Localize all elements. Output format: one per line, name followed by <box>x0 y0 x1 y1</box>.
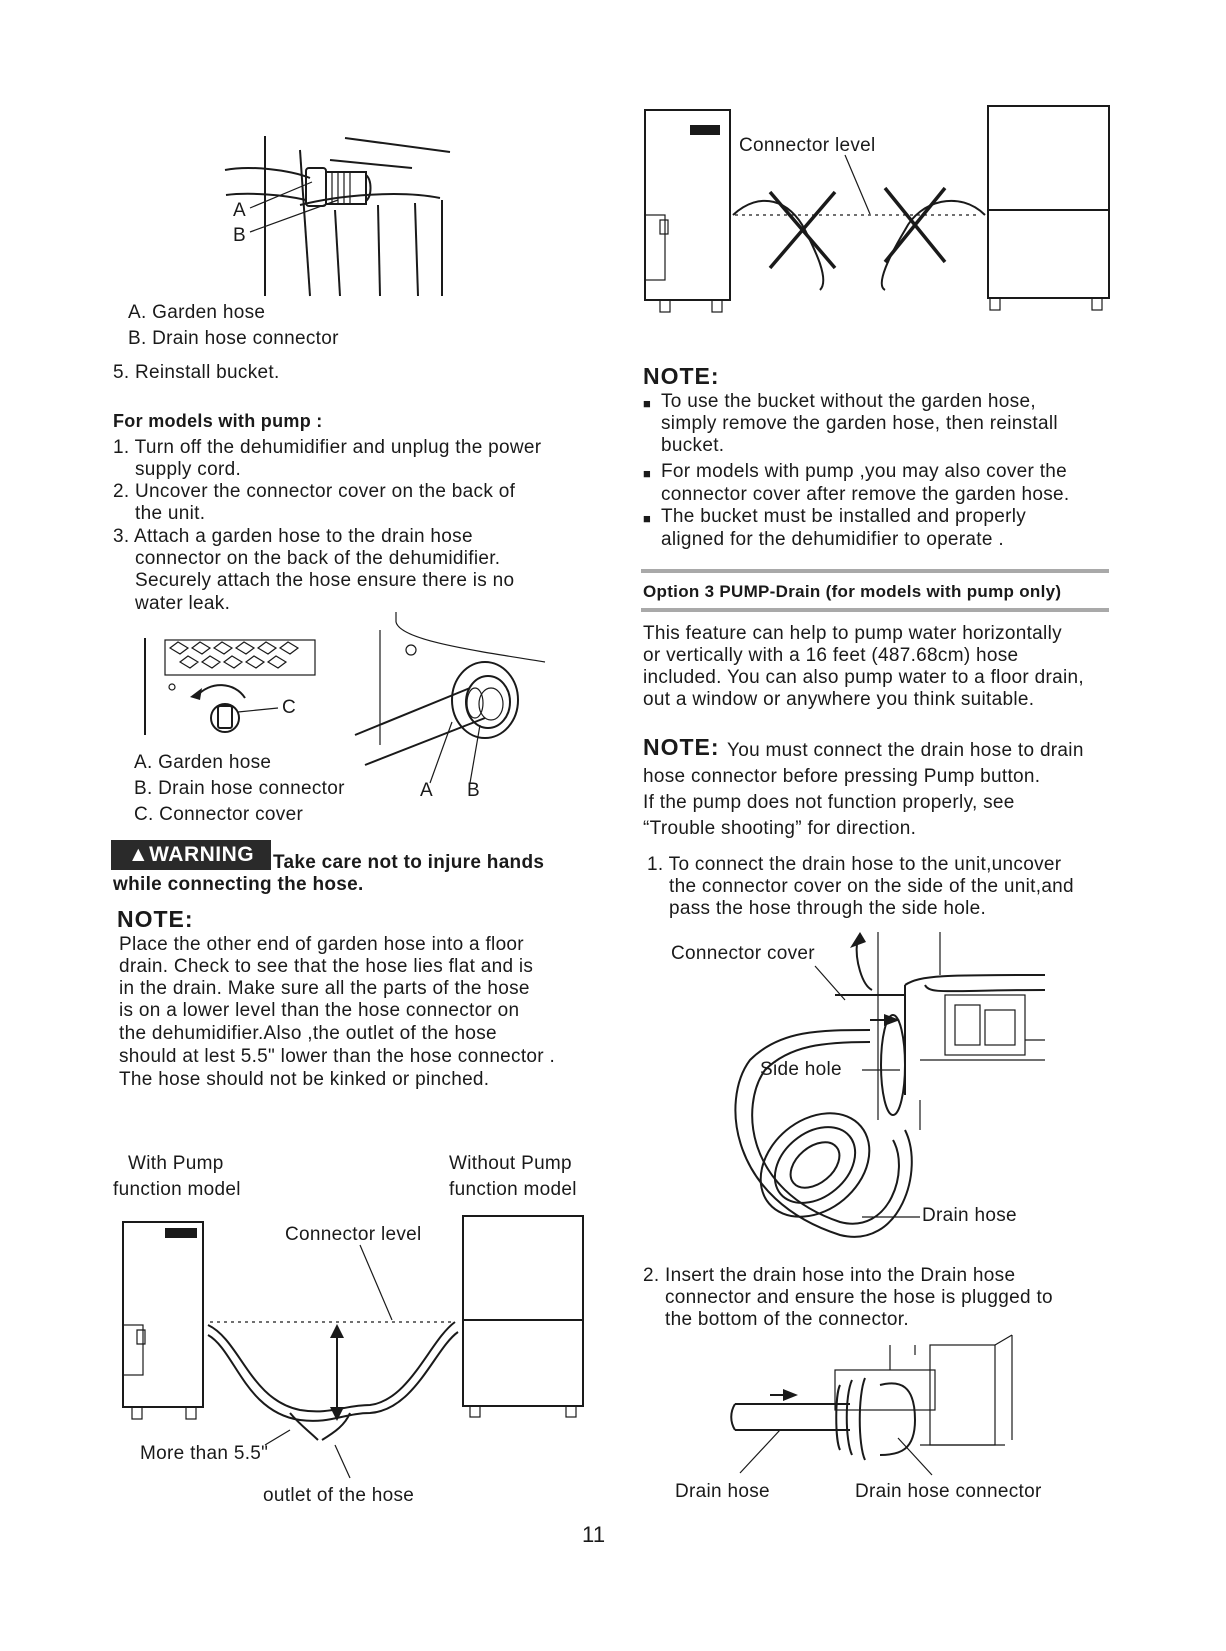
fig6-connector-label: Drain hose connector <box>855 1481 1042 1502</box>
note2-line: hose connector before pressing Pump button. <box>643 766 1041 787</box>
left-note-line: is on a lower level than the hose connector on <box>119 1000 520 1021</box>
pump-step-line: 3. Attach a garden hose to the drain hose <box>113 526 473 547</box>
note-bullet-line: aligned for the dehumidifier to operate . <box>661 529 1004 550</box>
with-pump-label-2: function model <box>113 1179 241 1200</box>
left-note-line: Place the other end of garden hose into a floor <box>119 934 524 955</box>
fig2-legend-b: B. Drain hose connector <box>134 778 345 799</box>
right-note-heading: NOTE: <box>643 363 720 389</box>
note-bullet-line: bucket. <box>661 435 725 456</box>
fig1-label-a: A <box>233 200 246 221</box>
note2-line: “Trouble shooting” for direction. <box>643 818 917 839</box>
more-than-label: More than 5.5" <box>140 1443 269 1464</box>
fig2-label-c: C <box>282 697 297 718</box>
left-note-line: the dehumidifier.Also ,the outlet of the hose <box>119 1023 497 1044</box>
pump-step-line: the unit. <box>135 503 206 524</box>
fig1-legend-b: B. Drain hose connector <box>128 328 339 349</box>
warning-text-2: while connecting the hose. <box>113 874 364 895</box>
feature-line: included. You can also pump water to a floor drain, <box>643 667 1084 688</box>
connector-level-label: Connector level <box>285 1224 422 1245</box>
left-note-heading: NOTE: <box>117 906 194 932</box>
figure-6-drawing <box>731 1335 1012 1475</box>
note-bullet-line: connector cover after remove the garden hose. <box>661 484 1070 505</box>
fig5-drain-hose-label: Drain hose <box>922 1205 1017 1226</box>
note2-line: You must connect the drain hose to drain <box>727 740 1084 761</box>
pump-drain-step-2: the bottom of the connector. <box>665 1309 909 1330</box>
step-5-text: 5. Reinstall bucket. <box>113 362 280 383</box>
fig2-label-b: B <box>467 780 480 801</box>
note-bullet-line: ■ The bucket must be installed and properly <box>661 506 1026 528</box>
left-note-line: The hose should not be kinked or pinched. <box>119 1069 490 1090</box>
warning-text-1: Take care not to injure hands <box>273 852 545 873</box>
fig1-legend-a: A. Garden hose <box>128 302 266 323</box>
side-hole-label: Side hole <box>760 1059 842 1080</box>
pump-step-line: 1. Turn off the dehumidifier and unplug the power <box>113 437 542 458</box>
fig2-label-a: A <box>420 780 433 801</box>
right-note2-heading: NOTE: <box>643 734 720 760</box>
fig1-label-b: B <box>233 225 246 246</box>
without-pump-label-1: Without Pump <box>449 1153 572 1174</box>
pump-drain-step-1: pass the hose through the side hole. <box>669 898 987 919</box>
feature-line: out a window or anywhere you think suitable. <box>643 689 1035 710</box>
note-bullet-line: simply remove the garden hose, then reinstall <box>661 413 1058 434</box>
outlet-label: outlet of the hose <box>263 1485 415 1506</box>
without-pump-label-2: function model <box>449 1179 577 1200</box>
left-note-line: drain. Check to see that the hose lies flat and is <box>119 956 534 977</box>
warning-triangle-icon: ▲ <box>127 843 150 866</box>
pump-drain-step-1: the connector cover on the side of the unit,and <box>669 876 1074 897</box>
page-number: 11 <box>582 1522 606 1547</box>
pump-models-heading: For models with pump : <box>113 411 323 431</box>
pump-step-line: Securely attach the hose ensure there is no <box>135 570 515 591</box>
warning-badge: ▲WARNING <box>111 840 271 870</box>
option-3-heading: Option 3 PUMP-Drain (for models with pump only) <box>643 582 1062 601</box>
fig6-drain-hose-label: Drain hose <box>675 1481 770 1502</box>
pump-drain-step-2: connector and ensure the hose is plugged to <box>665 1287 1053 1308</box>
left-note-line: in the drain. Make sure all the parts of the hose <box>119 978 530 999</box>
fig2-legend-c: C. Connector cover <box>134 804 304 825</box>
pump-step-line: water leak. <box>135 593 231 614</box>
left-note-line: should at lest 5.5" lower than the hose connector . <box>119 1046 556 1067</box>
pump-drain-step-1: 1. To connect the drain hose to the unit,uncover <box>647 854 1062 875</box>
pump-step-line: 2. Uncover the connector cover on the back of <box>113 481 516 502</box>
note2-line: If the pump does not function properly, see <box>643 792 1015 813</box>
pump-step-line: supply cord. <box>135 459 242 480</box>
note-bullet-line: ■ For models with pump ,you may also cover the <box>661 461 1067 483</box>
note-bullet-line: ■ To use the bucket without the garden hose, <box>661 391 1036 413</box>
with-pump-label-1: With Pump <box>128 1153 224 1174</box>
fig2-legend-a: A. Garden hose <box>134 752 272 773</box>
pump-step-line: connector on the back of the dehumidifier. <box>135 548 501 569</box>
fig4-connector-level-label: Connector level <box>739 135 876 156</box>
feature-line: This feature can help to pump water horizontally <box>643 623 1062 644</box>
connector-cover-label: Connector cover <box>671 943 815 964</box>
pump-drain-step-2: 2. Insert the drain hose into the Drain hose <box>643 1265 1016 1286</box>
feature-line: or vertically with a 16 feet (487.68cm) hose <box>643 645 1019 666</box>
